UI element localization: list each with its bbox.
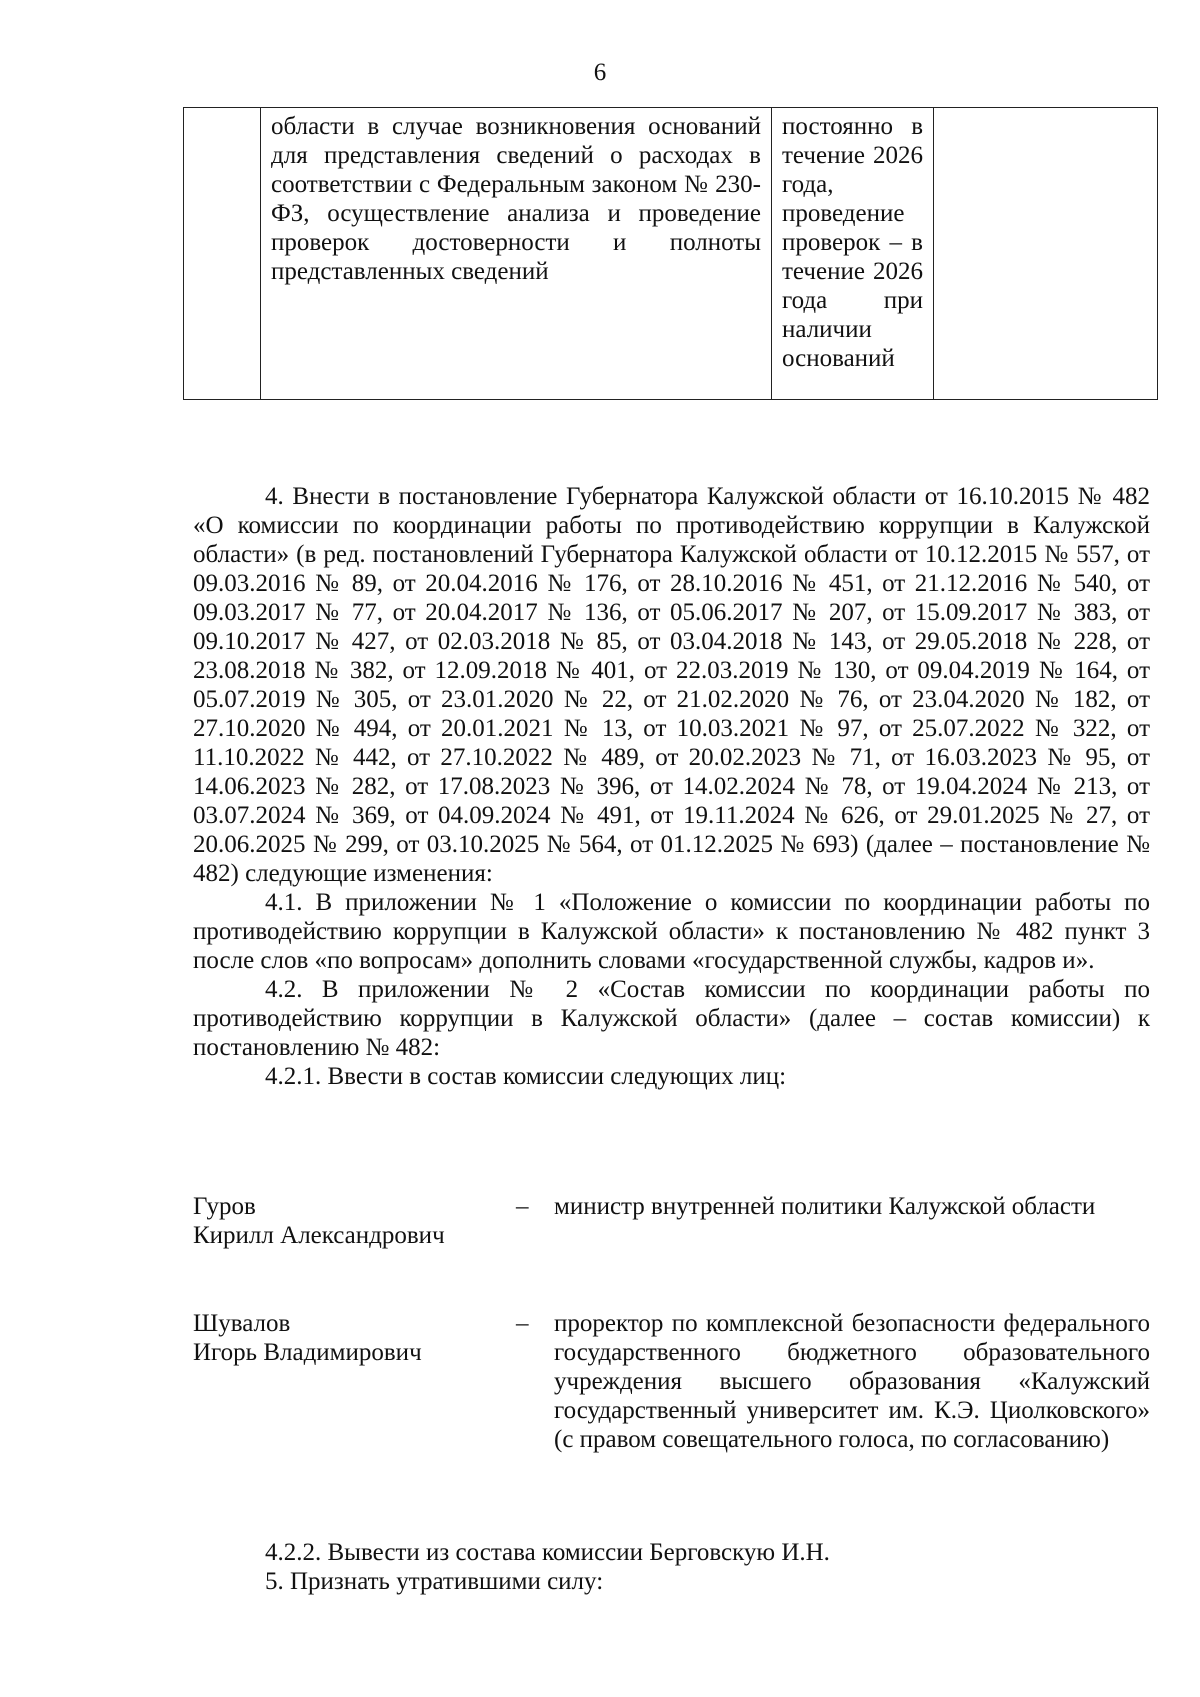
table-row [184, 108, 1158, 400]
paragraph-4: 4. Внести в постановление Губернатора Калужской области от 16.10.2015 № 482 «О комиссии по координации работы по противодействию коррупции в Калужской области» (в ред. постановлений Губернатора Калужской области от 10.12.2015 № 557, от 09.03.2016 № 89, от 20.04.2016 № 176, от 28.10.2016 № 451, от 21.12.2016 № 540, от 09.03.2017 № 77, от 20.04.2017 № 136, от 05.06.2017 № 207, от 15.09.2017 № 383, от 09.10.2017 № 427, от 02.03.2018 № 85, от 03.04.2018 № 143, от 29.05.2018 № 228, от 23.08.2018 № 382, от 12.09.2018 № 401, от 22.03.2019 № 130, от 09.04.2019 № 164, от 05.07.2019 № 305, от 23.01.2020 № 22, от 21.02.2020 № 76, от 23.04.2020 № 182, от 27.10.2020 № 494, от 20.01.2021 № 13, от 10.03.2021 № 97, от 25.07.2022 № 322, от 11.10.2022 № 442, от 27.10.2022 № 489, от 20.02.2023 № 71, от 16.03.2023 № 95, от 14.06.2023 № 282, от 17.08.2023 № 396, от 14.02.2024 № 78, от 19.04.2024 № 213, от 03.07.2024 № 369, от 04.09.2024 № 491, от 19.11.2024 № 626, от 29.01.2025 № 27, от 20.06.2025 № 299, от 03.10.2025 № 564, от 01.12.2025 № 693) (далее – постановление № 482) следующие изменения: [193, 483, 1150, 887]
member-name [193, 1309, 493, 1367]
paragraph-4-2: 4.2. В приложении № 2 «Состав комиссии по координации работы по противодействию коррупции в Калужской области» (далее – состав комиссии) к постановлению № 482: [193, 976, 1150, 1061]
member-role: министр внутренней политики Калужской области [554, 1193, 1096, 1220]
member-role: проректор по комплексной безопасности федерального государственного бюджетного образовательного учреждения высшего образования «Калужский государственный университет им. К.Э. Циолковского» (с правом совещательного голоса, по согласованию) [554, 1310, 1150, 1453]
page-number: 6 [593, 59, 607, 86]
member-given-names: Игорь Владимирович [193, 1339, 422, 1366]
paragraph-4-2-1: 4.2.1. Ввести в состав комиссии следующих лиц: [265, 1063, 787, 1090]
member-name [193, 1192, 493, 1250]
paragraph-5: 5. Признать утратившими силу: [265, 1568, 604, 1595]
member-surname: Гуров [193, 1193, 256, 1220]
paragraph-4-2-2: 4.2.2. Вывести из состава комиссии Берговскую И.Н. [265, 1539, 830, 1566]
document-body [193, 482, 1150, 1091]
paragraph-4-1: 4.1. В приложении № 1 «Положение о комиссии по координации работы по противодействию коррупции в Калужской области» к постановлению № 482 пункт 3 после слов «по вопросам» дополнить словами «государственной службы, кадров и». [193, 889, 1150, 974]
member-dash: – [516, 1310, 529, 1337]
member-given-names: Кирилл Александрович [193, 1222, 445, 1249]
table-cell-measure: области в случае возникновения оснований для представления сведений о расходах в соответствии с Федеральным законом № 230-ФЗ, осуществление анализа и проведение проверок достоверности и полноты представленных сведений [261, 108, 772, 400]
member-surname: Шувалов [193, 1310, 291, 1337]
document-body-end [193, 1538, 1150, 1596]
measures-table [183, 107, 1158, 400]
table-cell-deadline: постоянно в течение 2026 года, проведение проверок – в течение 2026 года при наличии оснований [772, 108, 934, 400]
member-dash: – [516, 1193, 529, 1220]
table-cell-responsible [934, 108, 1158, 400]
table-cell-number [184, 108, 261, 400]
